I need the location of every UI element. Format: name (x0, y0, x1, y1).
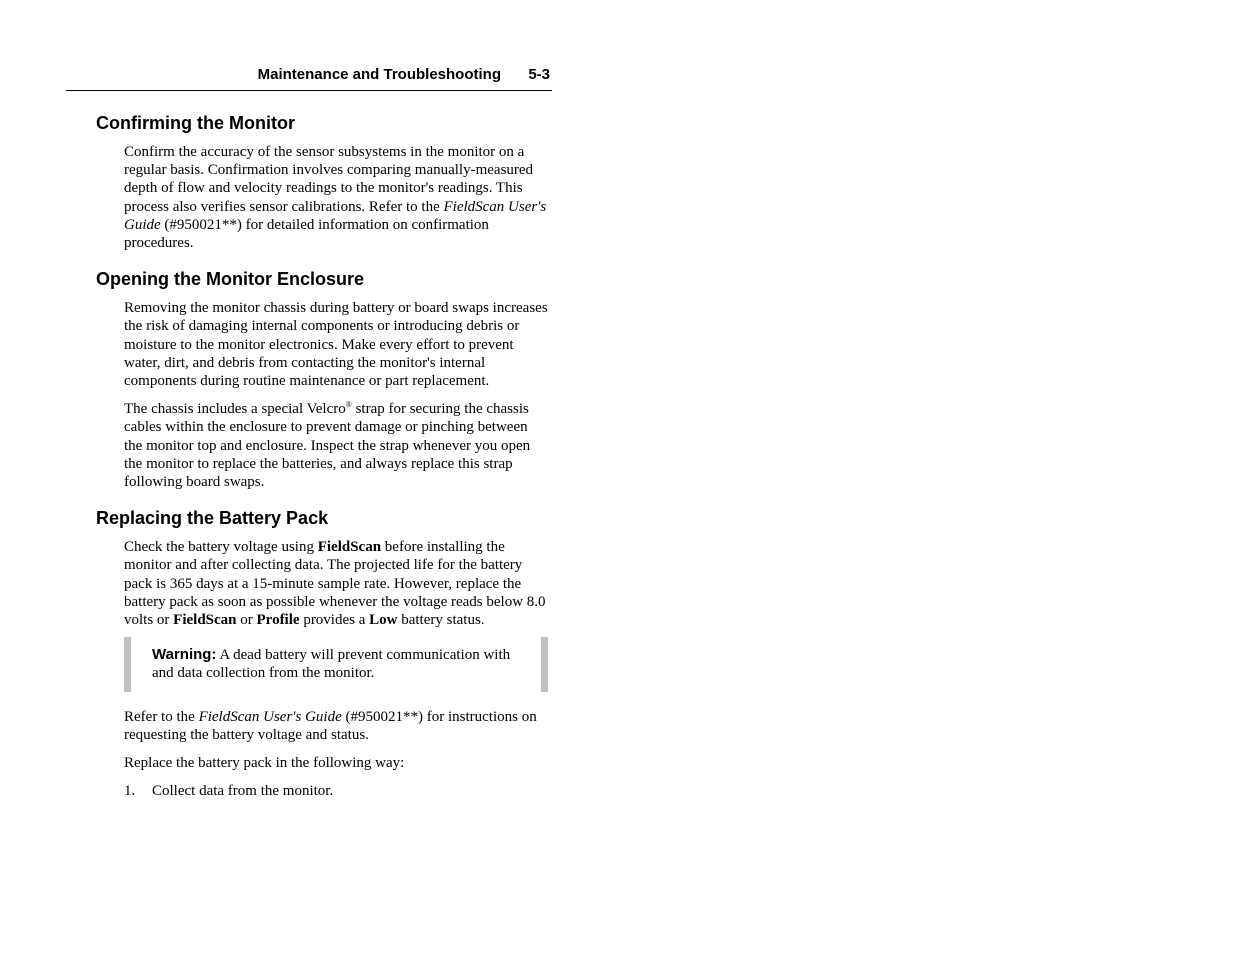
bold-term: FieldScan (173, 612, 237, 629)
step-text: Collect data from the monitor. (152, 783, 334, 800)
section-heading: Replacing the Battery Pack (96, 508, 329, 529)
page-number: 5-3 (528, 66, 550, 83)
section-confirming-monitor (96, 112, 552, 252)
paragraph (124, 708, 548, 744)
text-run: battery status. (397, 612, 485, 629)
page-content (96, 112, 552, 816)
paragraph (124, 400, 548, 491)
bold-term: Profile (256, 612, 300, 629)
text-run: (#950021**) for instructions on requesting the battery voltage and status. (124, 708, 537, 743)
list-item (124, 782, 548, 800)
text-run: The chassis includes a special Velcro (124, 401, 346, 418)
guide-title: FieldScan User's Guide (124, 198, 547, 233)
paragraph (124, 538, 548, 629)
section-opening-enclosure (96, 268, 552, 491)
registered-mark: ® (345, 400, 352, 410)
chapter-title: Maintenance and Troubleshooting (257, 66, 501, 83)
bold-term: Low (369, 612, 398, 629)
warning-label: Warning: (152, 646, 217, 664)
text-run: strap for securing the chassis cables within the enclosure to prevent damage or pinching between the monitor top and enclosure. Inspect the strap whenever you open the monitor to replace the batteries, and always replace this strap following board swaps. (124, 401, 531, 491)
section-body (124, 299, 548, 491)
section-heading: Opening the Monitor Enclosure (96, 269, 365, 290)
paragraph (124, 143, 548, 252)
section-body (124, 143, 548, 252)
section-replacing-battery (96, 507, 552, 800)
text-run: Confirm the accuracy of the sensor subsystems in the monitor on a regular basis. Confirmation involves comparing manually-measured depth of flow and velocity readings to the monitor's readings. This process also verifies sensor calibrations. Refer to the (124, 144, 534, 215)
guide-title: FieldScan User's Guide (198, 708, 342, 725)
text-run: before installing the monitor and after collecting data. The projected life for the battery pack is 365 days at a 15-minute sample rate. However, replace the battery pack as soon as possible whenever the voltage reads below 8.0 volts or (124, 539, 546, 629)
paragraph: Replace the battery pack in the following way: (124, 755, 405, 772)
text-run: provides a (299, 612, 370, 629)
callout-bar-right (541, 637, 548, 691)
section-heading: Confirming the Monitor (96, 113, 295, 133)
steps-list (124, 782, 548, 800)
warning-text: A dead battery will prevent communication with and data collection from the monitor. (152, 647, 511, 682)
section-body (124, 538, 548, 800)
step-number: 1. (124, 783, 136, 800)
running-header (66, 64, 552, 91)
warning-callout (124, 637, 548, 691)
text-run: (#950021**) for detailed information on confirmation procedures. (124, 216, 489, 252)
text-run: or (236, 612, 257, 629)
paragraph: Removing the monitor chassis during battery or board swaps increases the risk of damaging internal components or introducing debris or moisture to the monitor electronics. Make every effort to prevent water, dirt, and debris from contacting the monitor's internal components during routine maintenance or part replacement. (124, 300, 548, 390)
text-run: Check the battery voltage using (124, 539, 318, 556)
bold-term: FieldScan (317, 539, 382, 556)
text-run: Refer to the (124, 708, 199, 725)
callout-bar-left (124, 637, 131, 691)
